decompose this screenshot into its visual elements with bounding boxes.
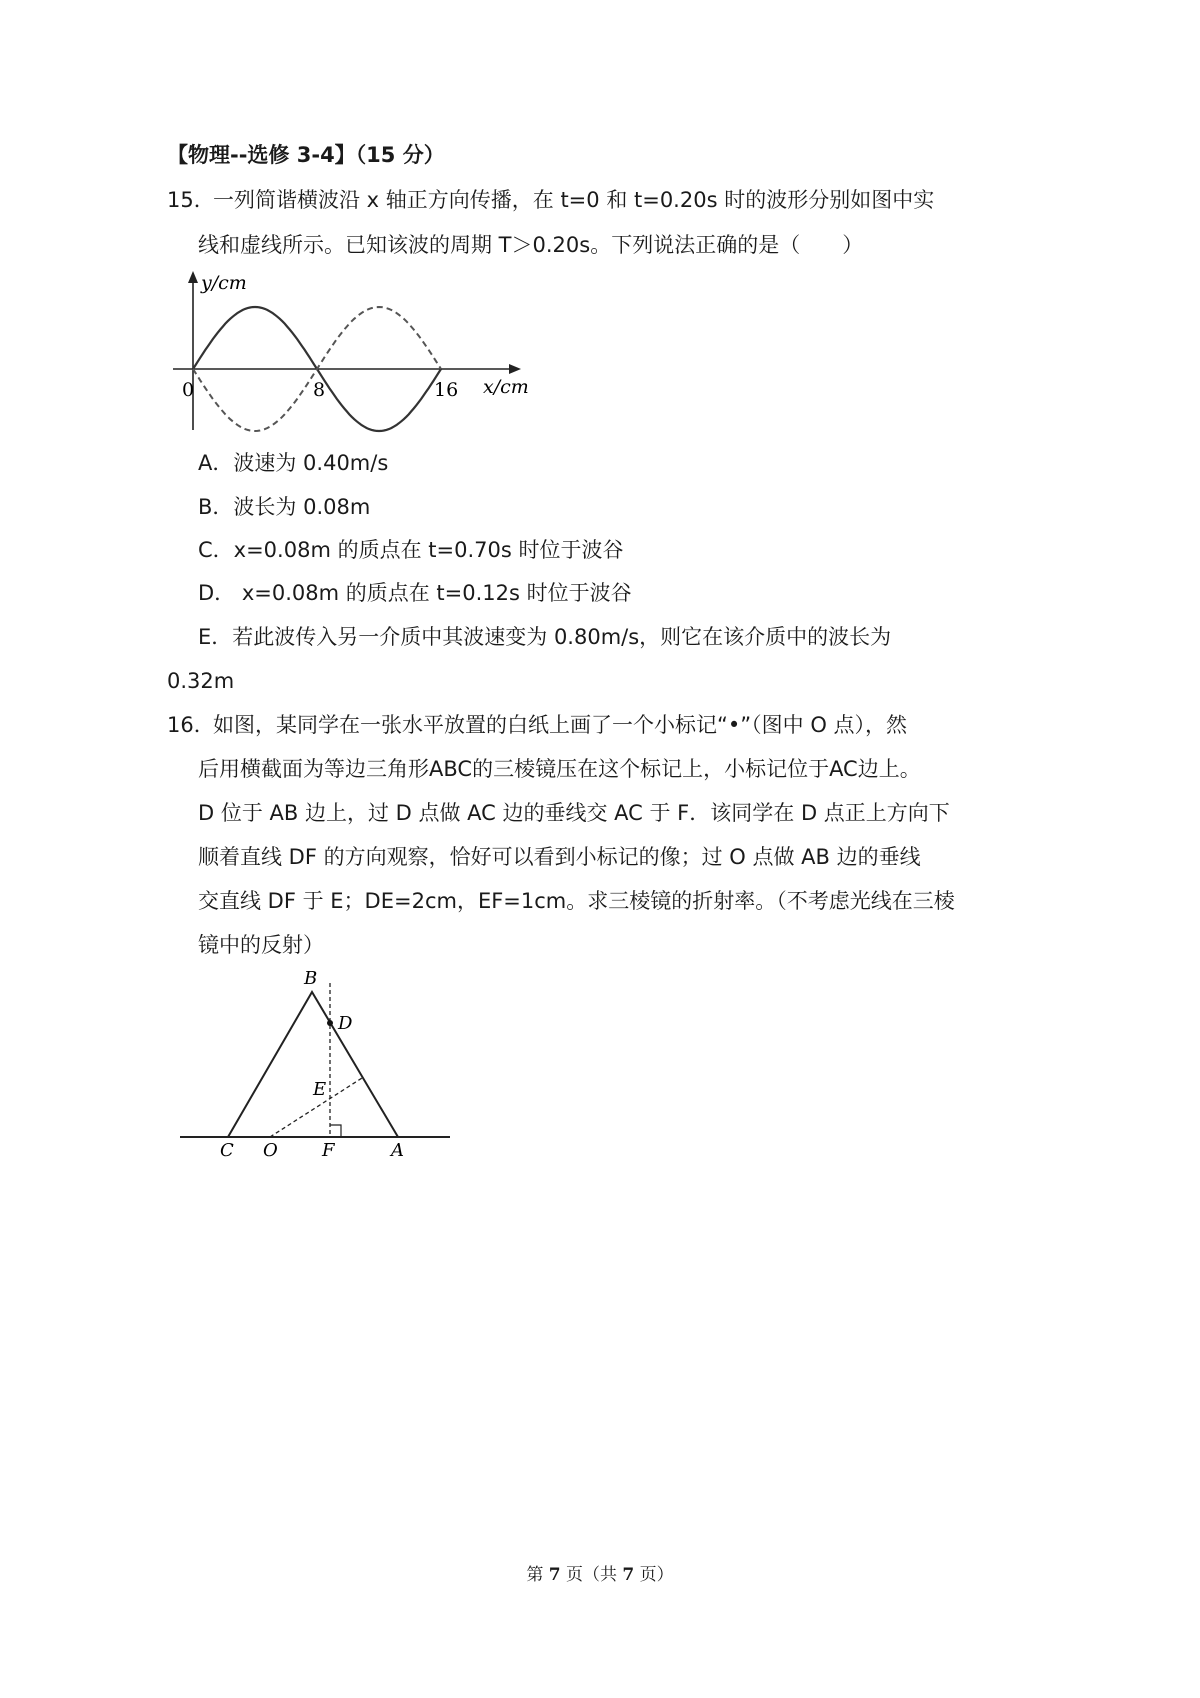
point-d — [327, 1020, 333, 1026]
y-axis-label: y/cm — [201, 272, 247, 294]
option-a: A．波速为 0.40m/s — [198, 451, 389, 475]
footer-suffix: 页） — [634, 1565, 674, 1585]
right-angle-mark — [330, 1125, 341, 1137]
label-d: D — [338, 1013, 353, 1034]
y-axis-arrow — [188, 271, 198, 283]
question-15-text-line1: 一列简谐横波沿 x 轴正方向传播，在 t=0 和 t=0.20s 时的波形分别如图中实 — [213, 188, 935, 212]
section-title: 【物理--选修 3-4】（15 分） — [167, 143, 445, 167]
option-e-line2: 0.32m — [167, 669, 235, 693]
label-e: E — [313, 1079, 327, 1100]
question-16-line2: 后用横截面为等边三角形ABC的三棱镜压在这个标记上，小标记位于AC边上。 — [198, 757, 921, 781]
tick-label-16: 16 — [434, 379, 459, 401]
question-16-number: 16． — [167, 713, 215, 737]
question-16-line3: D 位于 AB 边上，过 D 点做 AC 边的垂线交 AC 于 F．该同学在 D 点正上方向下 — [198, 801, 950, 825]
question-16-line4: 顺着直线 DF 的方向观察，恰好可以看到小标记的像；过 O 点做 AB 边的垂线 — [198, 845, 921, 869]
x-axis-label: x/cm — [483, 376, 529, 398]
tick-label-0: 0 — [182, 379, 195, 401]
page-footer — [0, 1560, 1200, 1585]
label-c: C — [220, 1140, 234, 1161]
footer-middle: 页（共 — [560, 1565, 623, 1585]
question-16-line6: 镜中的反射） — [198, 933, 324, 957]
prism-diagram — [165, 965, 465, 1165]
triangle-abc — [228, 992, 398, 1137]
footer-prefix: 第 — [526, 1565, 549, 1585]
option-b: B．波长为 0.08m — [198, 495, 371, 519]
option-c: C．x=0.08m 的质点在 t=0.70s 时位于波谷 — [198, 538, 624, 562]
footer-page-number: 7 — [548, 1565, 561, 1585]
tick-label-8: 8 — [313, 379, 326, 401]
option-d: D． x=0.08m 的质点在 t=0.12s 时位于波谷 — [198, 581, 632, 605]
option-e-line1: E．若此波传入另一介质中其波速变为 0.80m/s，则它在该介质中的波长为 — [198, 625, 892, 649]
footer-total-pages: 7 — [622, 1565, 635, 1585]
wave-chart — [165, 265, 545, 440]
label-f: F — [322, 1140, 335, 1161]
label-o: O — [263, 1140, 278, 1161]
question-15-number: 15． — [167, 188, 215, 212]
x-axis-arrow — [509, 364, 521, 374]
question-15-text-line2: 线和虚线所示。已知该波的周期 T＞0.20s。下列说法正确的是（ ） — [198, 233, 864, 257]
question-16-line5: 交直线 DF 于 E；DE=2cm，EF=1cm。求三棱镜的折射率。（不考虑光线在三棱 — [198, 889, 955, 913]
label-b: B — [304, 968, 318, 989]
question-16-line1: 如图，某同学在一张水平放置的白纸上画了一个小标记“•”（图中 O 点），然 — [213, 713, 908, 737]
label-a: A — [391, 1140, 404, 1161]
